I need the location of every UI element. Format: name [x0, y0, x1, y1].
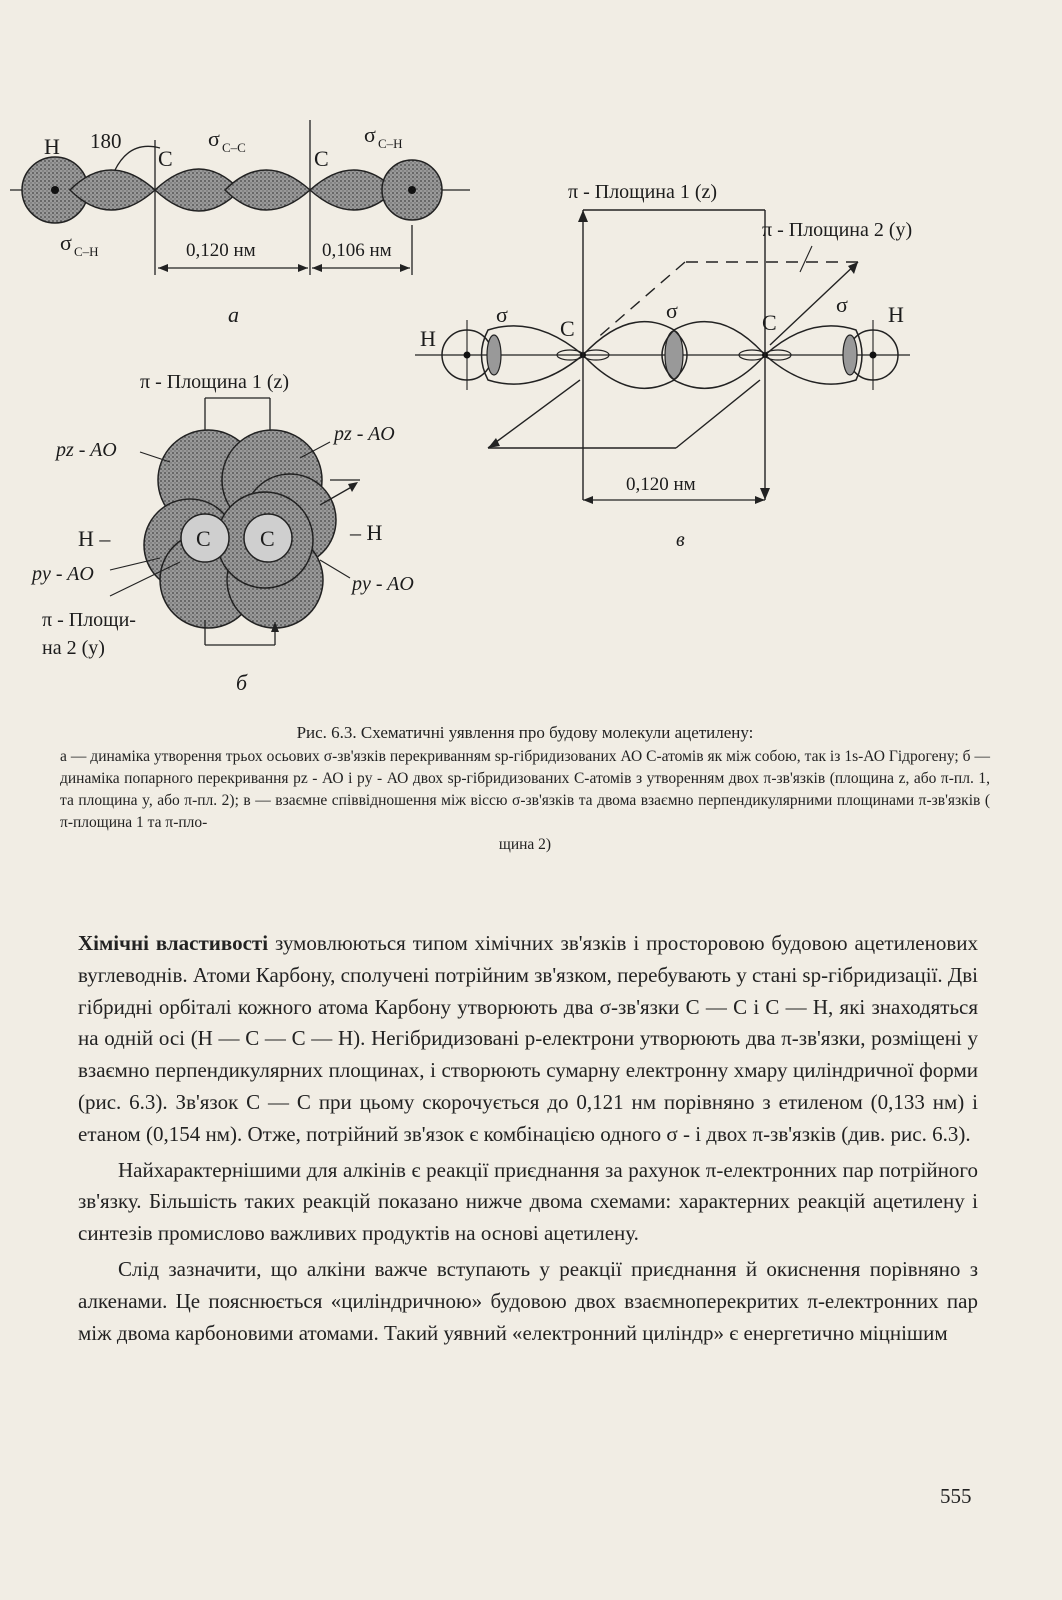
- panel-c-dim: 0,120 нм: [626, 474, 696, 495]
- figure-caption: [60, 722, 990, 856]
- panel-a-angle: 180: [90, 129, 122, 153]
- caption-end: щина 2): [498, 836, 552, 853]
- panel-a-dim2: 0,106 нм: [322, 240, 392, 261]
- panel-a-c2: C: [314, 146, 329, 171]
- panel-b-plane2-line1: π - Площи-: [42, 609, 136, 631]
- panel-a-sigma-cc-sub: C–C: [222, 140, 246, 155]
- panel-a-sigma-cc: σ: [208, 126, 220, 151]
- panel-c-diagram: [415, 210, 913, 504]
- body-text: [78, 928, 978, 1353]
- panel-b-pz-right: pz - AO: [334, 423, 395, 445]
- caption-title: Рис. 6.3. Схематичні уявлення про будову молекули ацетилену:: [296, 723, 754, 742]
- paragraph-3: Слід зазначити, що алкіни важче вступають у реакції приєднання й окиснення порівняно з алкенами. Це пояснюється «циліндричною» будовою двох взаємноперекритих π-електронних пар між двома карбоновими атомами. Такий уявний «електронний циліндр» є енергетично міцнішим: [78, 1256, 978, 1345]
- paragraph-1: [78, 928, 978, 1151]
- panel-b-c2: C: [260, 526, 275, 551]
- panel-b-plane2-line2: на 2 (y): [42, 637, 105, 659]
- panel-c-plane2: π - Площина 2 (y): [762, 219, 913, 241]
- panel-c-sigma3: σ: [836, 292, 848, 317]
- paragraph-1-lead: Хімічні властивості: [78, 931, 269, 955]
- panel-c-label: в: [676, 529, 685, 551]
- panel-b-py-left: py - AO: [32, 563, 94, 585]
- panel-a-sigma-ch-bottom-sub: C–H: [74, 244, 99, 259]
- panel-b-py-right: py - AO: [352, 573, 414, 595]
- page-number: 555: [940, 1484, 972, 1508]
- figure-6-3: [0, 0, 1062, 710]
- paragraph-2: Найхарактернішими для алкінів є реакції приєднання за рахунок π-електронних пар потрійного зв'язку. Більшість таких реакцій показано нижче двома схемами: характерних реакцій ацетилену і синтезів промислово важливих продуктів на основі ацетилену.: [78, 1157, 978, 1246]
- panel-b-label: б: [236, 670, 248, 695]
- panel-c-h-left: H: [420, 326, 436, 351]
- paragraph-1-rest: зумовлюються типом хімічних зв'язків і просторовою будовою ацетиленових вуглеводнів. Атоми Карбону, сполучені потрійним зв'язком, перебувають у стані sp-гібридизації. Дві гібридні орбіталі кожного атома Карбону утворюють два σ-зв'язки С — С і С — Н, які знаходяться на одній осі (Н — С — С — Н). Негібридизовані p-електрони утворюють два π-зв'язки, розміщені у взаємно перпендикулярних площинах, і створюють сумарну електронну хмару циліндричної форми (рис. 6.3). Зв'язок С — С при цьому скорочується до 0,121 нм порівняно з етиленом (0,133 нм) і етаном (0,154 нм). Отже, потрійний зв'язок є комбінацією одного σ - і двох π-зв'язків (див. рис. 6.3).: [78, 931, 979, 1146]
- panel-b-h-right: – H: [350, 520, 383, 545]
- panel-a-sigma-ch-top-sub: C–H: [378, 136, 403, 151]
- panel-b-h-left: H –: [78, 526, 111, 551]
- panel-a-sigma-ch-top: σ: [364, 122, 376, 147]
- panel-b-pz-left: pz - AO: [56, 439, 117, 461]
- panel-c-sigma1: σ: [496, 302, 508, 327]
- panel-a-sigma-ch-bottom: σ: [60, 230, 72, 255]
- caption-body: а — динаміка утворення трьох осьових σ-зв'язків перекриванням sp-гібридизованих АО С-атомів як між собою, так із 1s-АО Гідрогену; б — динаміка попарного перекривання pz - АО і py - АО двох sp-гібридизованих С-атомів з утворенням двох π-зв'язків (площина z, або π-пл. 1, та площина y, або π-пл. 2); в — взаємне співвідношення між віссю σ-зв'язків та двома взаємно перпендикулярними площинами π-зв'язків ( π-площина 1 та π-пло-: [60, 748, 990, 831]
- panel-a-label: а: [228, 302, 239, 327]
- panel-b-diagram: [110, 398, 360, 645]
- panel-c-plane1: π - Площина 1 (z): [568, 181, 718, 203]
- panel-c-c1: C: [560, 316, 575, 341]
- panel-a-c1: C: [158, 146, 173, 171]
- panel-c-h-right: H: [888, 302, 904, 327]
- panel-a-dim1: 0,120 нм: [186, 240, 256, 261]
- panel-b-c1: C: [196, 526, 211, 551]
- panel-b-plane1: π - Площина 1 (z): [140, 371, 290, 393]
- panel-c-sigma2: σ: [666, 298, 678, 323]
- panel-a-h-left: H: [44, 134, 60, 159]
- panel-c-c2: C: [762, 310, 777, 335]
